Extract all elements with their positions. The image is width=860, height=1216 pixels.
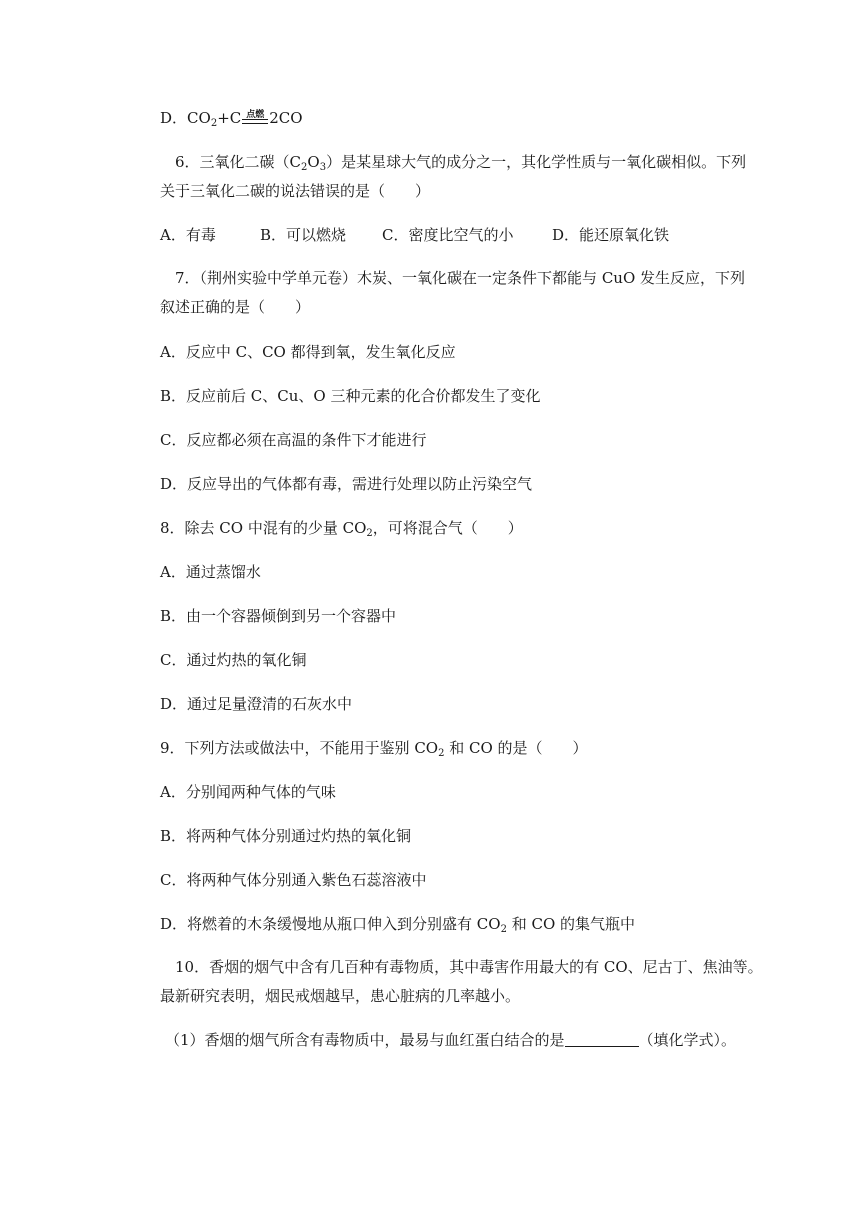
q6-option-c: C．密度比空气的小 [382, 226, 514, 244]
q6-stem-line-1 [175, 152, 746, 172]
q7-option-d: D．反应导出的气体都有毒，需进行处理以防止污染空气 [160, 475, 533, 493]
q8-option-c: C．通过灼热的氧化铜 [160, 651, 307, 669]
q7-option-c: C．反应都必须在高温的条件下才能进行 [160, 431, 427, 449]
subscript: 2 [438, 748, 445, 759]
q10-part-1 [165, 1030, 736, 1050]
reaction-condition-equals [241, 108, 269, 128]
q9-option-b: B．将两种气体分别通过灼热的氧化铜 [160, 827, 412, 845]
q5-option-d-prefix: D．CO [160, 109, 211, 127]
q5-option-d-plus-c: +C [217, 109, 242, 127]
q10-stem-line-2: 最新研究表明，烟民戒烟越早，患心脏病的几率越小。 [160, 987, 521, 1005]
answer-blank[interactable] [565, 1030, 639, 1047]
q10-part-1-text-b: （填化学式）。 [638, 1031, 737, 1049]
q7-option-b: B．反应前后 C、Cu、O 三种元素的化合价都发生了变化 [160, 387, 541, 405]
q5-option-d-product: 2CO [269, 109, 303, 127]
q7-stem-line-1: 7．（荆州实验中学单元卷）木炭、一氧化碳在一定条件下都能与 CuO 发生反应，下列 [175, 269, 746, 287]
q8-option-b: B．由一个容器倾倒到另一个容器中 [160, 607, 397, 625]
subscript: 2 [366, 528, 373, 539]
subscript: 3 [319, 162, 327, 173]
equals-bar-top [242, 119, 268, 120]
q6-option-d: D．能还原氧化铁 [552, 226, 670, 244]
q9-stem-text-a: 9．下列方法或做法中，不能用于鉴别 CO [160, 739, 439, 757]
q6-option-b: B．可以燃烧 [260, 226, 347, 244]
subscript: 2 [500, 924, 507, 935]
q10-part-1-text-a: （1）香烟的烟气所含有毒物质中，最易与血红蛋白结合的是 [165, 1031, 565, 1049]
q9-stem-text-b: 和 CO 的是（ ） [444, 739, 588, 757]
subscript: 2 [210, 118, 218, 129]
q8-stem [160, 518, 523, 538]
q8-option-d: D．通过足量澄清的石灰水中 [160, 695, 353, 713]
q8-stem-text-b: ，可将混合气（ ） [372, 519, 523, 537]
reaction-condition-label: 点燃 [246, 110, 265, 120]
q6-option-a: A．有毒 [160, 226, 216, 244]
q8-stem-text-a: 8．除去 CO 中混有的少量 CO [160, 519, 367, 537]
equals-bar-bottom [242, 123, 268, 124]
q6-stem-text-c: ）是某星球大气的成分之一，其化学性质与一氧化碳相似。下列 [326, 153, 747, 171]
q8-option-a: A．通过蒸馏水 [160, 563, 261, 581]
q9-option-d-text-a: D．将燃着的木条缓慢地从瓶口伸入到分别盛有 CO [160, 915, 501, 933]
q7-stem-line-2: 叙述正确的是（ ） [160, 298, 311, 316]
q6-options [160, 225, 669, 245]
q7-option-a: A．反应中 C、CO 都得到氧，发生氧化反应 [160, 343, 456, 361]
q9-stem [160, 738, 588, 758]
q5-option-d [160, 108, 303, 128]
q9-option-c: C．将两种气体分别通入紫色石蕊溶液中 [160, 871, 427, 889]
q10-stem-line-1: 10．香烟的烟气中含有几百种有毒物质，其中毒害作用最大的有 CO、尼古丁、焦油等。 [175, 958, 763, 976]
q6-stem-line-2: 关于三氧化二碳的说法错误的是（ ） [160, 182, 431, 200]
subscript: 2 [301, 162, 308, 173]
q9-option-d-text-b: 和 CO 的集气瓶中 [506, 915, 636, 933]
q6-stem-text-a: 6．三氧化二碳（C [175, 153, 302, 171]
q9-option-d [160, 914, 635, 934]
q6-stem-text-b: O [307, 153, 320, 171]
q9-option-a: A．分别闻两种气体的气味 [160, 783, 336, 801]
